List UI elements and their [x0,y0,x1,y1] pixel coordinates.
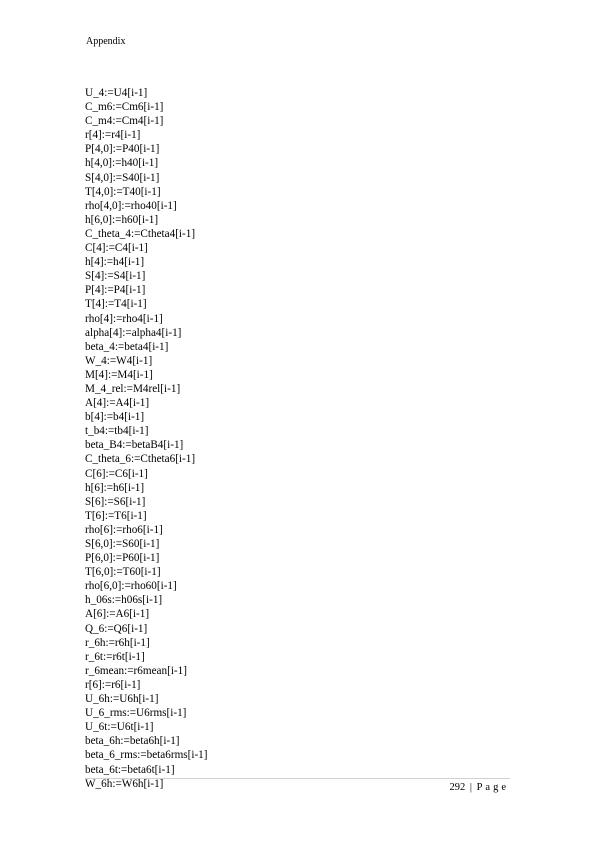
code-line: T[6]:=T6[i-1] [85,509,147,522]
code-line: beta_6h:=beta6h[i-1] [85,735,180,748]
code-line: W_6h:=W6h[i-1] [85,777,164,790]
page-label: Page [476,782,509,793]
code-line: P[4]:=P4[i-1] [85,284,146,297]
code-line: h[6,0]:=h60[i-1] [85,213,159,226]
code-line: h_06s:=h06s[i-1] [85,594,163,607]
footer-divider [85,778,510,779]
code-line: S[6]:=S6[i-1] [85,495,146,508]
code-line: h[4]:=h4[i-1] [85,256,145,269]
code-line: beta_B4:=betaB4[i-1] [85,439,184,452]
code-line: C[6]:=C6[i-1] [85,467,148,480]
code-line: U_6_rms:=U6rms[i-1] [85,707,187,720]
code-line: T[6,0]:=T60[i-1] [85,566,161,579]
code-line: T[4,0]:=T40[i-1] [85,185,161,198]
page-footer [449,781,509,794]
code-line: S[6,0]:=S60[i-1] [85,538,160,550]
code-line: r_6mean:=r6mean[i-1] [85,664,187,677]
code-line: rho[4]:=rho4[i-1] [85,312,163,325]
code-line: rho[6]:=rho6[i-1] [85,523,163,536]
code-line: M_4_rel:=M4rel[i-1] [85,382,181,395]
code-line: C[4]:=C4[i-1] [85,242,148,255]
code-line: beta_6_rms:=beta6rms[i-1] [85,749,208,762]
code-line: rho[6,0]:=rho60[i-1] [85,580,177,593]
code-line: M[4]:=M4[i-1] [85,368,153,381]
code-line: U_6t:=U6t[i-1] [85,721,154,734]
code-line: C_theta_4:=Ctheta4[i-1] [85,227,196,240]
code-line: C_m6:=Cm6[i-1] [85,101,164,114]
code-line: C_m4:=Cm4[i-1] [85,115,164,128]
code-line: U_6h:=U6h[i-1] [85,693,159,706]
code-line: Q_6:=Q6[i-1] [85,622,148,635]
code-line: A[4]:=A4[i-1] [85,397,150,410]
code-line: beta_6t:=beta6t[i-1] [85,763,175,776]
footer-separator: | [469,782,472,793]
code-line: P[4,0]:=P40[i-1] [85,143,160,156]
code-line: T[4]:=T4[i-1] [85,298,147,311]
code-line: h[4,0]:=h40[i-1] [85,157,159,170]
code-line: alpha[4]:=alpha4[i-1] [85,326,182,339]
code-line: r_6h:=r6h[i-1] [85,636,150,649]
code-line: A[6]:=A6[i-1] [85,608,150,621]
code-listing [85,86,515,791]
code-line: b[4]:=b4[i-1] [85,411,145,424]
code-line: r[4]:=r4[i-1] [85,129,141,142]
code-line: S[4]:=S4[i-1] [85,270,146,283]
code-line: t_b4:=tb4[i-1] [85,425,149,438]
code-line: W_4:=W4[i-1] [85,354,153,367]
code-line: P[6,0]:=P60[i-1] [85,552,160,565]
code-line: beta_4:=beta4[i-1] [85,340,169,353]
page-number: 292 [449,782,466,793]
code-line: h[6]:=h6[i-1] [85,481,145,494]
code-line: C_theta_6:=Ctheta6[i-1] [85,453,196,466]
code-line: S[4,0]:=S40[i-1] [85,171,160,184]
page-header-title: Appendix [86,36,126,47]
code-line: U_4:=U4[i-1] [85,87,148,99]
code-line: r_6t:=r6t[i-1] [85,650,145,663]
code-line: rho[4,0]:=rho40[i-1] [85,199,177,212]
code-line: r[6]:=r6[i-1] [85,678,141,691]
